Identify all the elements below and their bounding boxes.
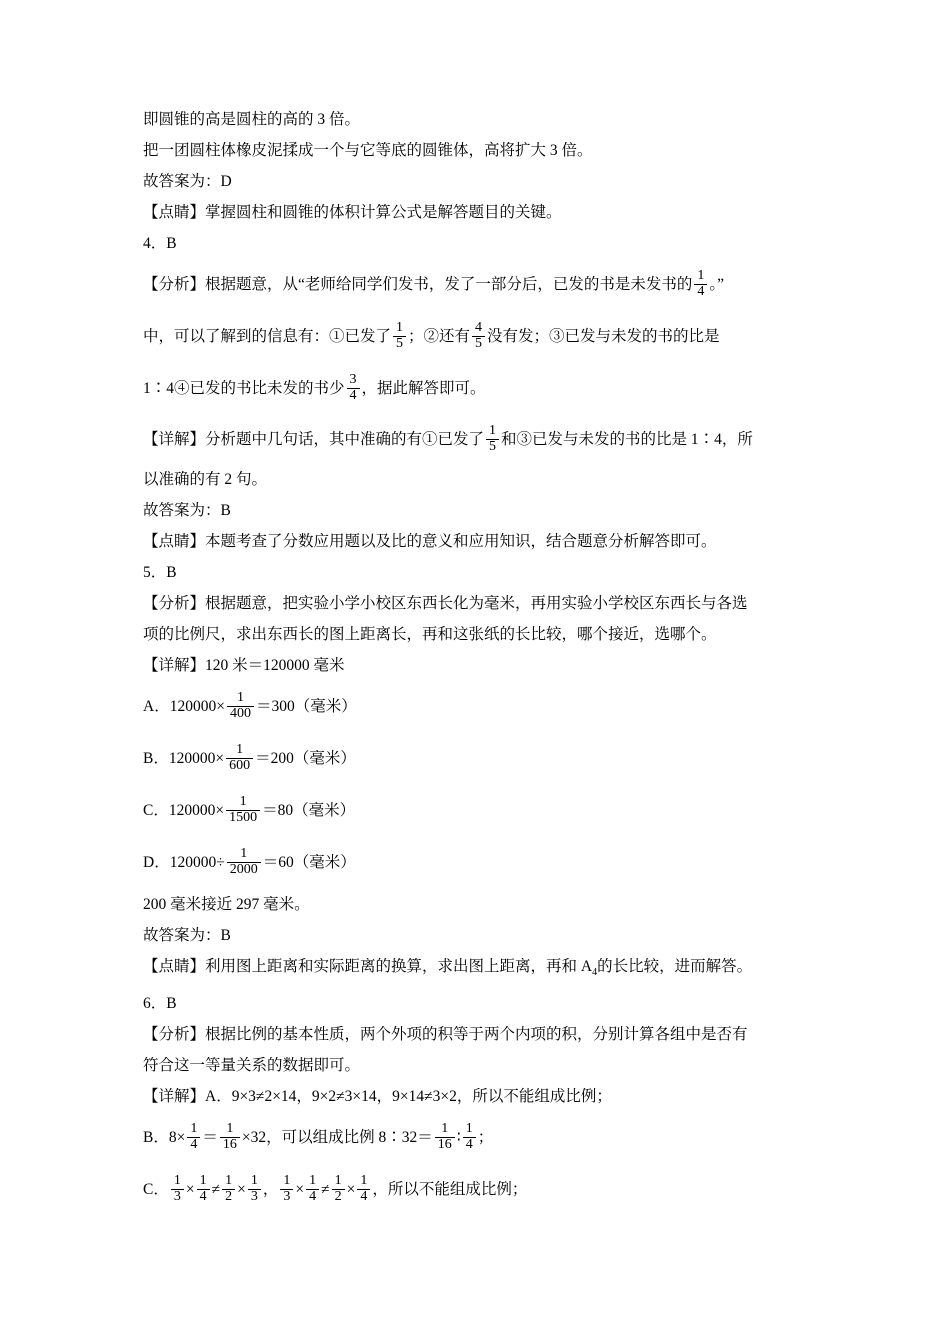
line-text: ＝200（毫米） — [255, 750, 356, 767]
fraction-1-16: $\frac{1}{16}$ — [220, 1122, 240, 1152]
line-text: 符合这一等量关系的数据即可。 — [143, 1057, 361, 1075]
text-line — [143, 1081, 808, 1112]
fraction-1-4: $\frac{1}{4}$ — [694, 269, 707, 299]
fraction-1-4: $\frac{1}{4}$ — [187, 1122, 200, 1152]
fraction-1-600: $\frac{1}{600}$ — [226, 743, 253, 773]
text-line — [143, 951, 808, 988]
question-number-6 — [143, 988, 808, 1019]
text-line — [143, 920, 808, 951]
text-line — [143, 1050, 808, 1081]
line-text: D．120000÷ — [143, 854, 225, 871]
line-text: ；②还有 — [408, 328, 471, 345]
line-text: 【分析】根据题意，把实验小学小校区东西长化为毫米，再用实验小学校区东西长与各选 — [143, 595, 748, 612]
text-line — [143, 650, 808, 681]
line-text: 的长比较，进而解答。 — [597, 958, 753, 975]
line-text: 即圆锥的高是圆柱的高的 3 倍。 — [143, 111, 361, 128]
subscript: 4 — [592, 967, 598, 979]
line-text: 和③已发与未发的书的比是 1∶4，所 — [501, 431, 753, 448]
line-text: ＝ — [202, 1129, 218, 1147]
line-text: 【分析】根据比例的基本性质，两个外项的积等于两个内项的积，分别计算各组中是否有 — [143, 1026, 748, 1044]
fraction-1-4: $\frac{1}{4}$ — [306, 1174, 319, 1204]
line-text: 200 毫米接近 297 毫米。 — [143, 896, 310, 913]
fraction-4-5: $\frac{4}{5}$ — [472, 321, 485, 351]
line-text: 故答案为：D — [143, 173, 232, 190]
line-text: 【详解】分析题中几句话，其中准确的有①已发了 — [143, 431, 485, 448]
line-text: ≠ — [211, 1181, 221, 1199]
line-text: ＝80（毫米） — [262, 802, 356, 819]
document-body — [143, 104, 808, 1216]
line-text: × — [295, 1181, 305, 1199]
line-text: ，据此解答即可。 — [361, 380, 486, 397]
fraction-1-3: $\frac{1}{3}$ — [248, 1174, 261, 1204]
line-text: 故答案为：B — [143, 927, 231, 944]
fraction-1-2: $\frac{1}{2}$ — [222, 1174, 235, 1204]
line-text: C．120000× — [143, 802, 225, 819]
option-b — [143, 733, 808, 785]
line-text: ， — [262, 1181, 279, 1199]
option-c — [143, 785, 808, 837]
fraction-1-16: $\frac{1}{16}$ — [435, 1122, 455, 1152]
fraction-1-4: $\frac{1}{4}$ — [463, 1122, 476, 1152]
fraction-1-2: $\frac{1}{2}$ — [332, 1174, 345, 1204]
fraction-1-4: $\frac{1}{4}$ — [197, 1174, 210, 1204]
line-text: 。” — [709, 276, 725, 293]
line-text: × — [346, 1181, 356, 1199]
text-line — [143, 1112, 808, 1164]
text-line — [143, 311, 808, 363]
line-text: ×32，可以组成比例 8∶32＝ — [241, 1129, 433, 1147]
line-text: 【详解】A．9×3≠2×14，9×2≠3×14，9×14≠3×2，所以不能组成比例； — [143, 1088, 612, 1106]
text-line — [143, 135, 808, 166]
question-number-5 — [143, 557, 808, 588]
line-text: ＝60（毫米） — [262, 854, 356, 871]
line-text: ，所以不能组成比例； — [372, 1181, 528, 1199]
text-line — [143, 166, 808, 197]
line-text: × — [185, 1181, 195, 1199]
fraction-1-3: $\frac{1}{3}$ — [280, 1174, 293, 1204]
fraction-1-400: $\frac{1}{400}$ — [227, 691, 254, 721]
line-text: 中，可以了解到的信息有：①已发了 — [143, 328, 392, 345]
text-line — [143, 104, 808, 135]
line-text: ≠ — [321, 1181, 330, 1199]
fraction-1-3: $\frac{1}{3}$ — [171, 1174, 184, 1204]
line-text: 【详解】120 米＝120000 毫米 — [143, 657, 345, 674]
line-text: 故答案为：B — [143, 502, 231, 519]
line-text: 【点睛】利用图上距离和实际距离的换算，求出图上距离，再和 A — [143, 958, 593, 975]
line-text: B．120000× — [143, 750, 225, 767]
line-text: 项的比例尺，求出东西长的图上距离长，再和这张纸的长比较，哪个接近，选哪个。 — [143, 626, 717, 643]
line-text: 5．B — [143, 564, 177, 581]
fraction-1-1500: $\frac{1}{1500}$ — [226, 795, 260, 825]
text-line — [143, 495, 808, 526]
text-line — [143, 619, 808, 650]
text-line — [143, 197, 808, 228]
line-text: 【点睛】掌握圆柱和圆锥的体积计算公式是解答题目的关键。 — [143, 204, 562, 221]
text-line — [143, 363, 808, 415]
fraction-1-2000: $\frac{1}{2000}$ — [227, 847, 261, 877]
line-text: 1∶4④已发的书比未发的书少 — [143, 380, 345, 397]
line-text: 6．B — [143, 995, 177, 1013]
line-text: 把一团圆柱体橡皮泥揉成一个与它等底的圆锥体，高将扩大 3 倍。 — [143, 142, 593, 159]
line-text: ∶ — [456, 1129, 461, 1147]
question-number-4 — [143, 228, 808, 259]
line-text: 4．B — [143, 235, 177, 252]
line-text: C． — [143, 1181, 169, 1199]
line-text: B．8× — [143, 1129, 186, 1147]
fraction-1-4: $\frac{1}{4}$ — [357, 1174, 370, 1204]
text-line — [143, 1164, 808, 1216]
fraction-1-5: $\frac{1}{5}$ — [393, 321, 406, 351]
text-line — [143, 415, 808, 464]
text-line — [143, 588, 808, 619]
text-line — [143, 259, 808, 311]
line-text: 以准确的有 2 句。 — [143, 471, 268, 488]
option-a — [143, 681, 808, 733]
text-line — [143, 889, 808, 920]
line-text: 【点睛】本题考查了分数应用题以及比的意义和应用知识，结合题意分析解答即可。 — [143, 533, 717, 550]
fraction-1-5: $\frac{1}{5}$ — [486, 424, 499, 454]
line-text: ； — [477, 1129, 494, 1147]
fraction-3-4: $\frac{3}{4}$ — [347, 373, 360, 403]
line-text: 【分析】根据题意，从“老师给同学们发书，发了一部分后，已发的书是未发书的 — [143, 276, 693, 293]
line-text: ＝300（毫米） — [255, 698, 357, 715]
text-line — [143, 526, 808, 557]
line-text: × — [237, 1181, 246, 1199]
text-line — [143, 1019, 808, 1050]
line-text: A．120000× — [143, 698, 225, 715]
text-line — [143, 464, 808, 495]
line-text: 没有发；③已发与未发的书的比是 — [487, 328, 720, 345]
option-d — [143, 837, 808, 889]
